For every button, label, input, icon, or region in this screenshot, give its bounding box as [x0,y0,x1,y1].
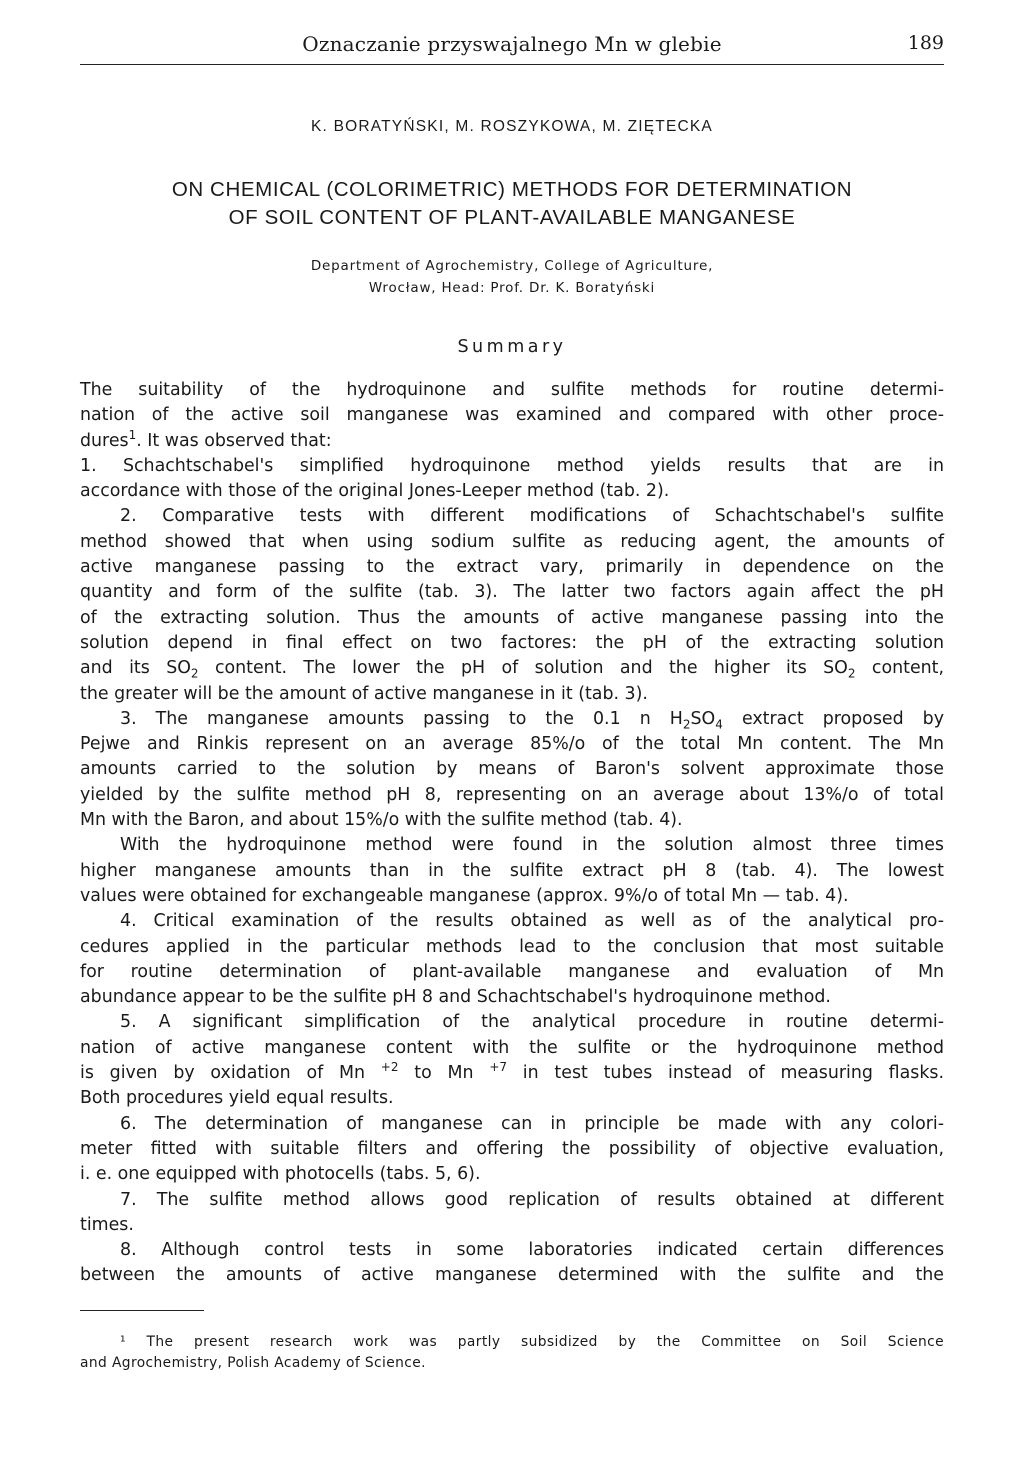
body-line [80,960,944,985]
body-line [80,378,944,403]
footnote [80,1332,944,1374]
body-line-text: amounts carried to the solution by means of Baron's solvent approximate those [80,759,944,780]
body-line [80,429,944,454]
body-line-text: i. e. one equipped with photocells (tabs. 5, 6). [80,1164,481,1185]
body-line [80,504,944,529]
body-line-text: to Mn [398,1063,490,1084]
footnote-rule [80,1310,204,1311]
body-line [80,1263,944,1288]
body-line [80,732,944,757]
body-line-text: yielded by the sulfite method pH 8, representing on an average about 13%/o of total [80,784,944,805]
body-line [80,985,944,1010]
page-number: 189 [907,32,944,54]
body-line-text: in test tubes instead of measuring flasks. [507,1063,944,1084]
summary-body [80,378,944,1289]
body-line-text: dures [80,430,129,451]
body-line-text: 8. Although control tests in some laboratories indicated certain differences [120,1240,944,1261]
body-line-text: active manganese passing to the extract vary, primarily in dependence on the [80,557,944,578]
footnote-line: ¹ The present research work was partly subsidized by the Committee on Soil Science [120,1334,944,1350]
body-line [80,403,944,428]
body-line [80,833,944,858]
body-line [80,631,944,656]
superscript: +7 [489,1060,508,1075]
body-line [80,935,944,960]
body-line-text: 6. The determination of manganese can in principle be made with any colori- [120,1113,944,1134]
body-line-text: SO [690,708,716,729]
body-line-text: of the extracting solution. Thus the amounts of active manganese passing into the [80,607,944,628]
body-line [80,656,944,681]
body-line-text: cedures applied in the particular methods lead to the conclusion that most suitable [80,936,944,957]
body-line-text: values were obtained for exchangeable manganese (approx. 9%/o of total Mn — tab. 4). [80,885,849,906]
body-line-text: nation of the active soil manganese was examined and compared with other proce- [80,405,944,426]
body-line-text: and its SO [80,658,191,679]
body-line [80,707,944,732]
body-line [80,1238,944,1263]
body-line-text: The suitability of the hydroquinone and sulfite methods for routine determi- [80,380,944,400]
body-line-text: Pejwe and Rinkis represent on an average 85%/o of the total Mn content. The Mn [80,734,944,755]
body-line-text: With the hydroquinone method were found in the solution almost three times [120,835,944,856]
body-line-text: solution depend in final effect on two factores: the pH of the extracting solution [80,632,944,653]
body-line-text: nation of active manganese content with the sulfite or the hydroquinone method [80,1037,944,1058]
body-line [80,1010,944,1035]
body-line-text: content, [855,658,945,679]
body-line [80,1112,944,1137]
affiliation-line: Wrocław, Head: Prof. Dr. K. Boratyński [368,280,656,296]
body-line [80,757,944,782]
body-line-text: 5. A significant simplification of the analytical procedure in routine determi- [120,1012,944,1033]
affiliation-line: Department of Agrochemistry, College of Agriculture, [310,258,714,274]
subscript: 2 [190,666,199,681]
body-line-text: meter fitted with suitable filters and offering the possibility of objective evaluation, [80,1138,944,1159]
superscript: +2 [380,1060,399,1075]
body-line [80,909,944,934]
body-line-text: . It was observed that: [136,430,332,451]
body-line-text: higher manganese amounts than in the sulfite extract pH 8 (tab. 4). The lowest [80,860,944,881]
running-head [80,32,944,60]
body-line-text: content. The lower the pH of solution and the higher its SO [198,658,848,679]
body-line [80,580,944,605]
body-line [80,530,944,555]
superscript: 1 [128,427,137,442]
body-line [80,1061,944,1086]
body-line [80,555,944,580]
body-line [80,884,944,909]
body-line-text: 3. The manganese amounts passing to the 0.1 n H [120,708,683,729]
body-line-text: for routine determination of plant-available manganese and evaluation of Mn [80,961,944,982]
body-line [80,808,944,833]
body-line [80,1137,944,1162]
body-line [80,454,944,479]
body-line-text: 7. The sulfite method allows good replication of results obtained at different [120,1189,944,1210]
title-line: ON CHEMICAL (COLORIMETRIC) METHODS FOR DETERMINATION [171,178,853,201]
body-line [80,606,944,631]
header-rule [80,64,944,65]
affiliation [80,255,944,299]
body-line [80,1086,944,1111]
body-line-text: 4. Critical examination of the results obtained as well as of the analytical pro- [120,911,944,932]
body-line [80,1188,944,1213]
title-line: OF SOIL CONTENT OF PLANT-AVAILABLE MANGANESE [228,206,796,229]
running-head-title: Oznaczanie przyswajalnego Mn w glebie [302,32,722,56]
subscript: 4 [715,717,723,732]
body-line [80,1036,944,1061]
body-line [80,1162,944,1187]
body-line-text: between the amounts of active manganese determined with the sulfite and the [80,1265,944,1286]
body-line-text: extract proposed by [722,708,945,729]
body-line-text: abundance appear to be the sulfite pH 8 and Schachtschabel's hydroquinone method. [80,987,831,1008]
summary-heading: Summary [457,337,567,357]
body-line-text: is given by oxidation of Mn [80,1063,381,1084]
body-line-text: Both procedures yield equal results. [80,1088,394,1109]
body-line-text: 1. Schachtschabel's simplified hydroquinone method yields results that are in [80,455,944,476]
body-line [80,682,944,707]
body-line-text: Mn with the Baron, and about 15%/o with the sulfite method (tab. 4). [80,810,683,831]
subscript: 2 [847,666,856,681]
article-authors: K. BORATYŃSKI, M. ROSZYKOWA, M. ZIĘTECKA [311,118,713,135]
article-title [80,176,944,232]
body-line-text: the greater will be the amount of active manganese in it (tab. 3). [80,683,648,704]
body-line [80,859,944,884]
body-line-text: quantity and form of the sulfite (tab. 3). The latter two factors again affect the pH [80,582,944,603]
footnote-line: and Agrochemistry, Polish Academy of Science. [80,1355,426,1371]
body-line [80,479,944,504]
subscript: 2 [682,717,691,732]
body-line [80,783,944,808]
body-line-text: times. [80,1214,134,1235]
body-line [80,1213,944,1238]
body-line-text: 2. Comparative tests with different modifications of Schachtschabel's sulfite [120,506,944,527]
body-line-text: accordance with those of the original Jones-Leeper method (tab. 2). [80,481,670,502]
body-line-text: method showed that when using sodium sulfite as reducing agent, the amounts of [80,531,944,552]
